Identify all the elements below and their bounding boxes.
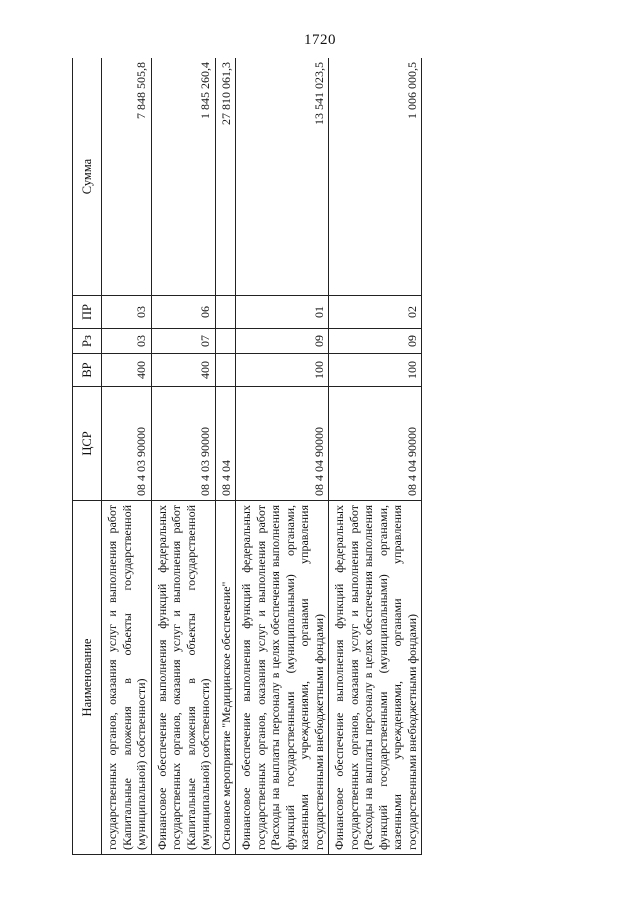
row-vr: 100 (236, 354, 329, 387)
row-sum: 1 845 260,4 (151, 58, 215, 296)
row-pr: 06 (151, 296, 215, 329)
row-vr: 100 (329, 354, 422, 387)
row-vr: 400 (102, 354, 152, 387)
column-header-sum: Сумма (73, 58, 102, 296)
row-rz: 09 (329, 329, 422, 354)
row-name: Финансовое обеспечение выполнения функций федеральных государственных органов, оказания услуг и выполнения работ (Капитальные вложения в объекты государственной (муниципальной) собственности) (151, 501, 215, 855)
budget-table-container (72, 58, 602, 855)
row-vr (215, 354, 236, 387)
table-row (329, 58, 422, 855)
row-pr: 03 (102, 296, 152, 329)
row-rz (215, 329, 236, 354)
row-pr: 02 (329, 296, 422, 329)
rotated-table-frame (72, 58, 602, 855)
table-row (215, 58, 236, 855)
row-sum: 27 810 061,3 (215, 58, 236, 296)
row-rz: 03 (102, 329, 152, 354)
row-rz: 09 (236, 329, 329, 354)
row-sum: 1 006 000,5 (329, 58, 422, 296)
column-header-pr: ПР (73, 296, 102, 329)
row-name: государственных органов, оказания услуг и выполнения работ (Капитальные вложения в объекты государственной (муниципальной) собственности) (102, 501, 152, 855)
table-row (102, 58, 152, 855)
row-pr: 01 (236, 296, 329, 329)
column-header-csr: ЦСР (73, 387, 102, 501)
row-sum: 13 541 023,5 (236, 58, 329, 296)
column-header-rz: Рз (73, 329, 102, 354)
row-vr: 400 (151, 354, 215, 387)
column-header-name: Наименование (73, 501, 102, 855)
row-csr: 08 4 03 90000 (151, 387, 215, 501)
table-row (151, 58, 215, 855)
row-csr: 08 4 04 (215, 387, 236, 501)
row-sum: 7 848 505,8 (102, 58, 152, 296)
row-rz: 07 (151, 329, 215, 354)
budget-table (72, 58, 422, 855)
header-row (73, 58, 102, 855)
row-csr: 08 4 04 90000 (329, 387, 422, 501)
row-csr: 08 4 04 90000 (236, 387, 329, 501)
row-name: Основное мероприятие "Медицинское обеспечение" (215, 501, 236, 855)
page-number: 1720 (304, 32, 336, 48)
row-name: Финансовое обеспечение выполнения функций федеральных государственных органов, оказания услуг и выполнения работ (Расходы на выплаты персоналу в целях обеспечения выполнения функций государственными (муниципальными) органами, казенными учреждениями, органами управления государственными внебюджетными фондами) (236, 501, 329, 855)
row-pr (215, 296, 236, 329)
row-csr: 08 4 03 90000 (102, 387, 152, 501)
table-row (236, 58, 329, 855)
column-header-vr: ВР (73, 354, 102, 387)
row-name: Финансовое обеспечение выполнения функций федеральных государственных органов, оказания услуг и выполнения работ (Расходы на выплаты персоналу в целях обеспечения выполнения функций государственными (муниципальными) органами, казенными учреждениями, органами управления государственными внебюджетными фондами) (329, 501, 422, 855)
